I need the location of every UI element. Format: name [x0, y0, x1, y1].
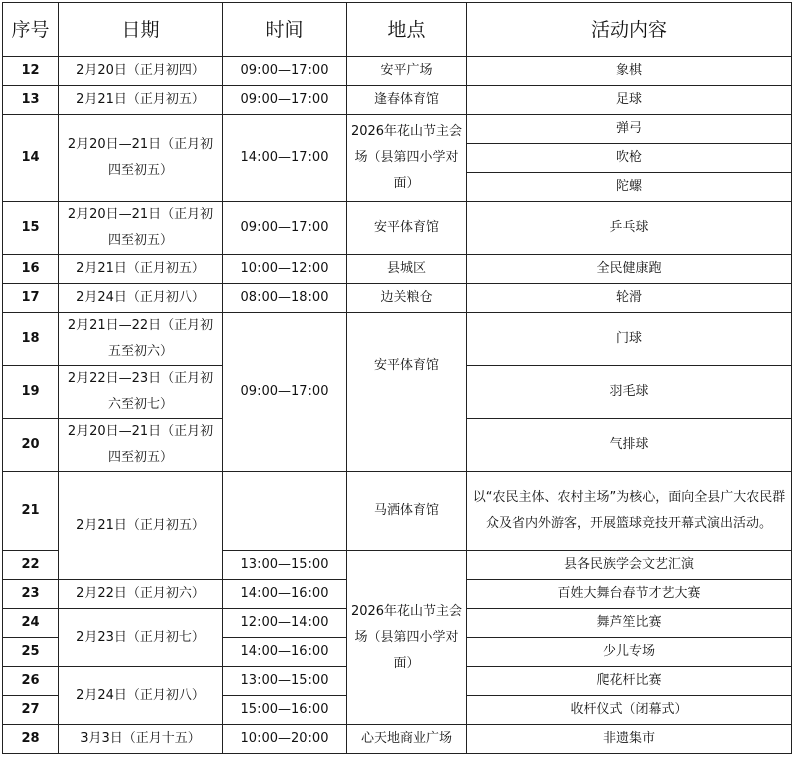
- date-cell: 2月24日（正月初八）: [59, 284, 223, 313]
- activity-schedule-table: [2, 2, 792, 754]
- place-cell: 安平体育馆: [347, 202, 467, 255]
- content-cell: 象棋: [467, 57, 792, 86]
- header-seq: 序号: [3, 3, 59, 57]
- seq-cell: 12: [3, 57, 59, 86]
- place-cell: 安平广场: [347, 57, 467, 86]
- place-cell: 2026年花山节主会场（县第四小学对面）: [347, 551, 467, 725]
- table-row: [3, 284, 792, 313]
- seq-cell: 18: [3, 313, 59, 366]
- content-cell: 乒乓球: [467, 202, 792, 255]
- place-cell: 边关粮仓: [347, 284, 467, 313]
- content-cell: 舞芦笙比赛: [467, 609, 792, 638]
- content-cell: 羽毛球: [467, 366, 792, 419]
- table-row: [3, 255, 792, 284]
- content-cell: 非遗集市: [467, 725, 792, 754]
- content-cell: 足球: [467, 86, 792, 115]
- date-cell: 2月21日（正月初五）: [59, 255, 223, 284]
- seq-cell: 24: [3, 609, 59, 638]
- date-cell: 2月20日—21日（正月初四至初五）: [59, 115, 223, 202]
- seq-cell: 19: [3, 366, 59, 419]
- content-cell: 门球: [467, 313, 792, 366]
- header-date: 日期: [59, 3, 223, 57]
- date-cell: 2月21日（正月初五）: [59, 472, 223, 580]
- date-cell: 2月20日（正月初四）: [59, 57, 223, 86]
- seq-cell: 15: [3, 202, 59, 255]
- header-time: 时间: [223, 3, 347, 57]
- time-cell: 10:00—20:00: [223, 725, 347, 754]
- seq-cell: 13: [3, 86, 59, 115]
- date-cell: 2月23日（正月初七）: [59, 609, 223, 667]
- header-place: 地点: [347, 3, 467, 57]
- content-cell: 吹枪: [467, 144, 792, 173]
- place-cell: 心天地商业广场: [347, 725, 467, 754]
- place-cell: 逢春体育馆: [347, 86, 467, 115]
- seq-cell: 21: [3, 472, 59, 551]
- time-cell: 09:00—17:00: [223, 86, 347, 115]
- content-cell: 全民健康跑: [467, 255, 792, 284]
- content-cell: 弹弓: [467, 115, 792, 144]
- content-cell: 气排球: [467, 419, 792, 472]
- date-cell: 2月24日（正月初八）: [59, 667, 223, 725]
- date-cell: 2月20日—21日（正月初四至初五）: [59, 419, 223, 472]
- time-cell: 09:00—17:00: [223, 313, 347, 472]
- seq-cell: 25: [3, 638, 59, 667]
- date-cell: 2月20日—21日（正月初四至初五）: [59, 202, 223, 255]
- content-cell: 轮滑: [467, 284, 792, 313]
- place-cell: 2026年花山节主会场（县第四小学对面）: [347, 115, 467, 202]
- time-cell: [223, 472, 347, 551]
- time-cell: 09:00—17:00: [223, 57, 347, 86]
- seq-cell: 28: [3, 725, 59, 754]
- seq-cell: 27: [3, 696, 59, 725]
- seq-cell: 20: [3, 419, 59, 472]
- date-cell: 2月22日（正月初六）: [59, 580, 223, 609]
- content-cell: 收杆仪式（闭幕式）: [467, 696, 792, 725]
- table-row: [3, 725, 792, 754]
- time-cell: 10:00—12:00: [223, 255, 347, 284]
- time-cell: 09:00—17:00: [223, 202, 347, 255]
- date-cell: 2月21日—22日（正月初五至初六）: [59, 313, 223, 366]
- table-row: [3, 472, 792, 551]
- content-cell: 百姓大舞台春节才艺大赛: [467, 580, 792, 609]
- content-cell: 陀螺: [467, 173, 792, 202]
- time-cell: 14:00—16:00: [223, 580, 347, 609]
- table-row: [3, 313, 792, 366]
- date-cell: 3月3日（正月十五）: [59, 725, 223, 754]
- seq-cell: 26: [3, 667, 59, 696]
- time-cell: 12:00—14:00: [223, 609, 347, 638]
- place-cell: 安平体育馆: [347, 313, 467, 472]
- table-row: [3, 115, 792, 144]
- table-row: [3, 57, 792, 86]
- seq-cell: 22: [3, 551, 59, 580]
- time-cell: 13:00—15:00: [223, 667, 347, 696]
- date-cell: 2月22日—23日（正月初六至初七）: [59, 366, 223, 419]
- time-cell: 08:00—18:00: [223, 284, 347, 313]
- seq-cell: 14: [3, 115, 59, 202]
- time-cell: 15:00—16:00: [223, 696, 347, 725]
- time-cell: 13:00—15:00: [223, 551, 347, 580]
- content-cell: 县各民族学会文艺汇演: [467, 551, 792, 580]
- seq-cell: 23: [3, 580, 59, 609]
- seq-cell: 17: [3, 284, 59, 313]
- date-cell: 2月21日（正月初五）: [59, 86, 223, 115]
- content-cell: 以“农民主体、农村主场”为核心，面向全县广大农民群众及省内外游客，开展篮球竞技开幕式演出活动。: [467, 472, 792, 551]
- seq-cell: 16: [3, 255, 59, 284]
- place-cell: 马洒体育馆: [347, 472, 467, 551]
- table-row: [3, 202, 792, 255]
- content-cell: 少儿专场: [467, 638, 792, 667]
- time-cell: 14:00—17:00: [223, 115, 347, 202]
- place-cell: 县城区: [347, 255, 467, 284]
- time-cell: 14:00—16:00: [223, 638, 347, 667]
- table-row: [3, 86, 792, 115]
- header-content: 活动内容: [467, 3, 792, 57]
- header-row: [3, 3, 792, 57]
- content-cell: 爬花杆比赛: [467, 667, 792, 696]
